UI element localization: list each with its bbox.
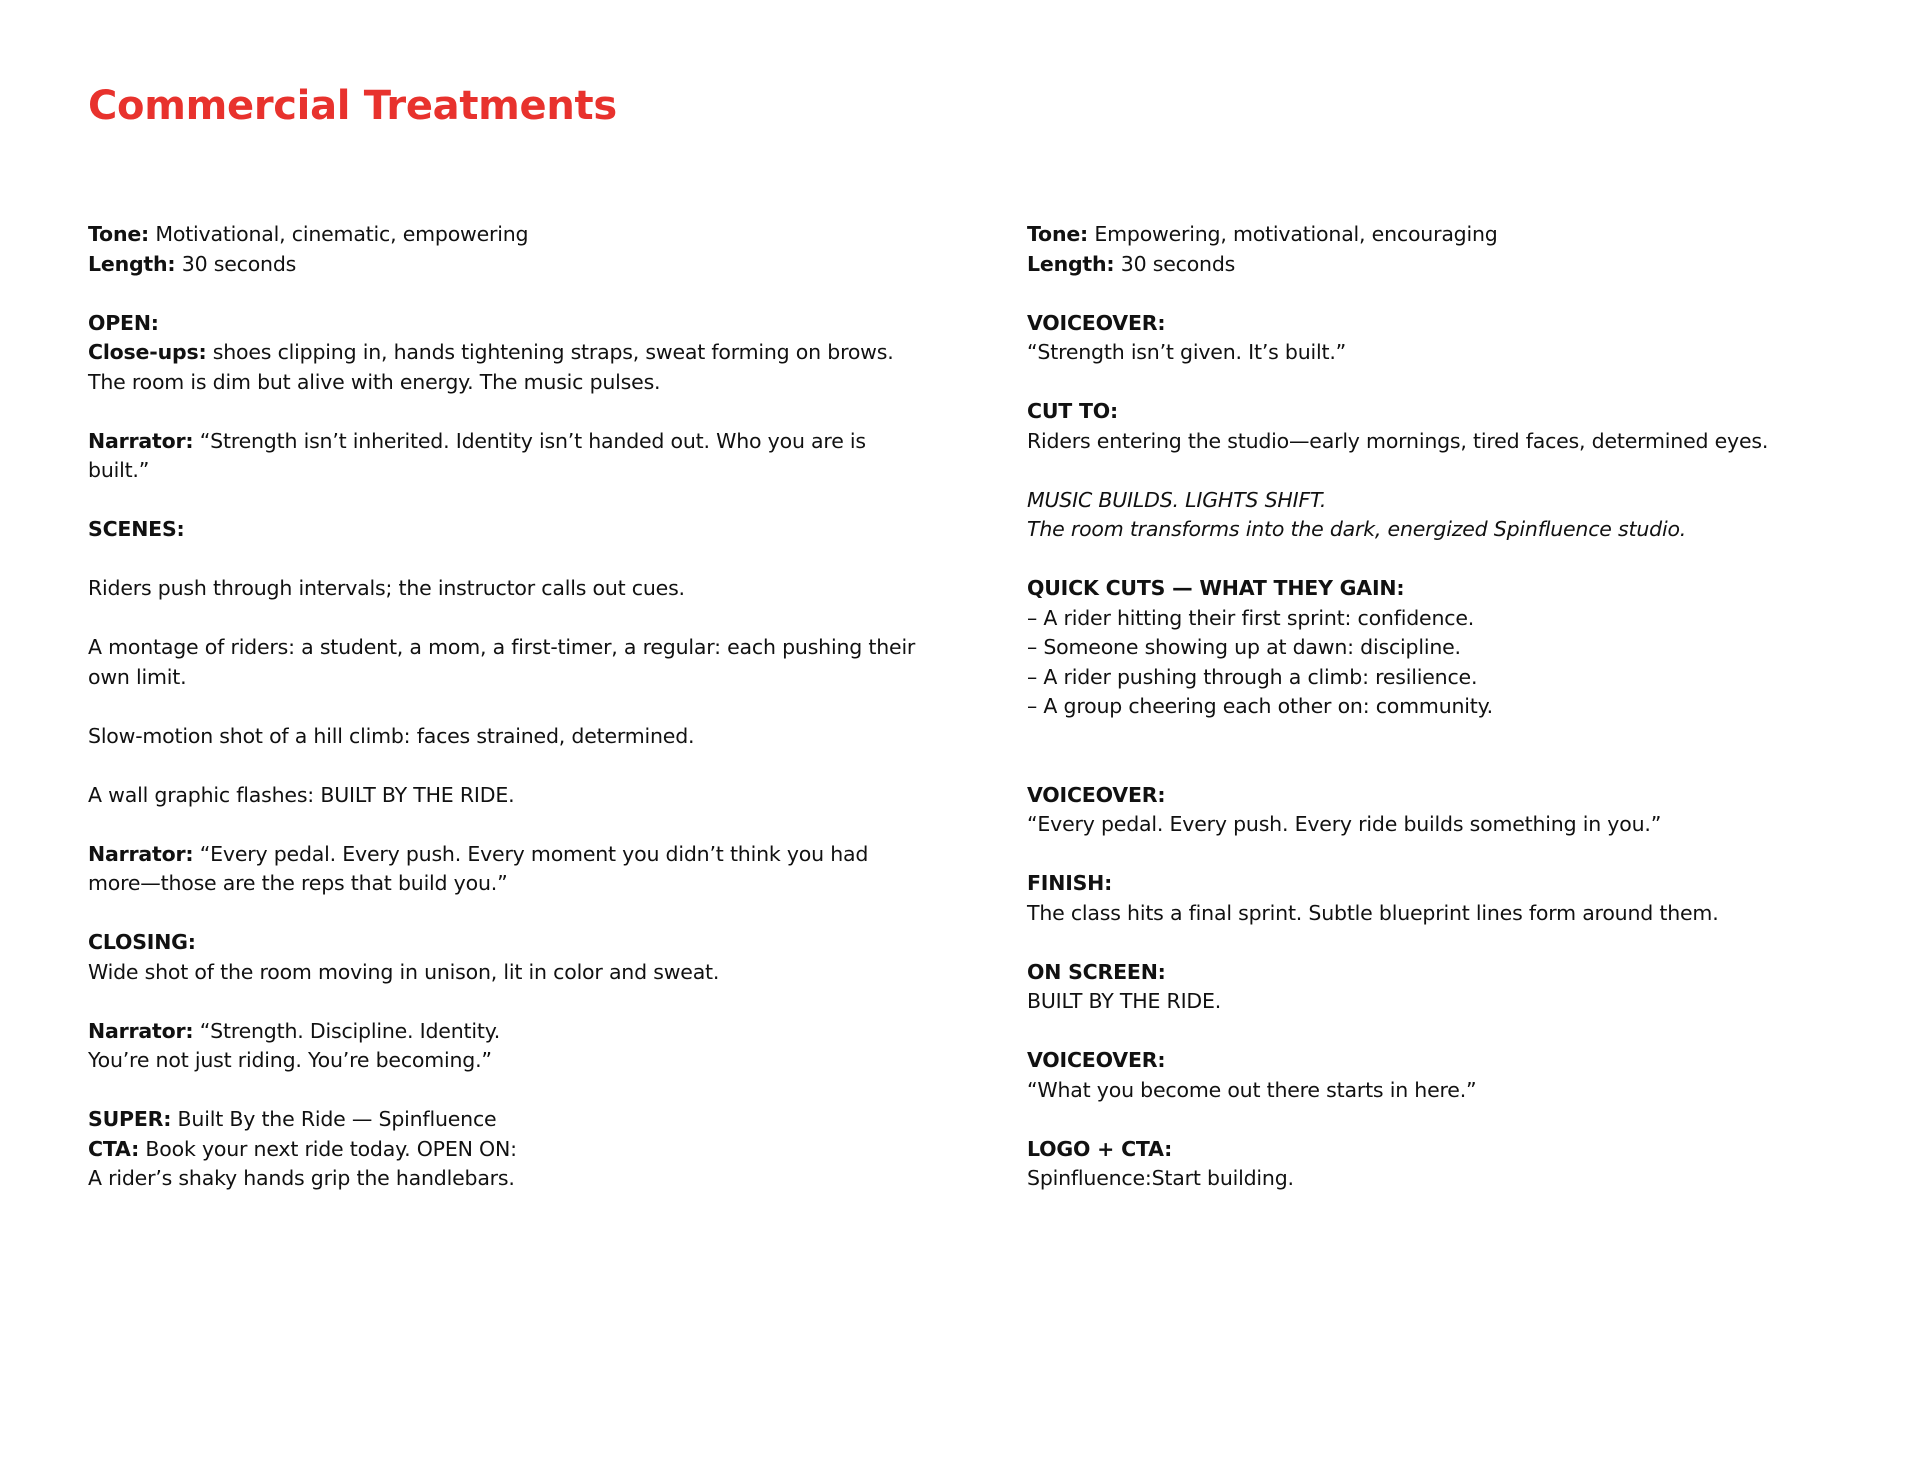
cut-to-text: Riders entering the studio—early mornings, tired faces, determined eyes. xyxy=(1027,428,1769,453)
on-screen-heading: ON SCREEN: xyxy=(1027,959,1166,984)
quick-cut-item: – A rider hitting their first sprint: confidence. xyxy=(1027,605,1475,630)
quick-cut-item: – Someone showing up at dawn: discipline. xyxy=(1027,635,1461,659)
scene-paragraph: A montage of riders: a student, a mom, a first-timer, a regular: each pushing their own limit. xyxy=(88,635,916,689)
scene-paragraph: Slow-motion shot of a hill climb: faces strained, determined. xyxy=(88,723,695,748)
closing-heading: CLOSING: xyxy=(88,930,196,954)
narrator-line-3-cont: You’re not just riding. You’re becoming.” xyxy=(88,1048,492,1072)
page-title: Commercial Treatments xyxy=(88,83,617,129)
voiceover-heading: VOICEOVER: xyxy=(1027,310,1166,335)
open-heading: OPEN: xyxy=(88,310,159,335)
voiceover-text: “What you become out there starts in here.” xyxy=(1027,1077,1477,1102)
super-text: Built By the Ride — Spinfluence xyxy=(171,1107,497,1131)
narrator-text: “Every pedal. Every push. Every moment you didn’t think you had more—those are the reps that build you.” xyxy=(88,841,869,895)
narrator-label: Narrator: xyxy=(88,841,194,866)
closing-text: Wide shot of the room moving in unison, lit in color and sweat. xyxy=(88,959,720,984)
closeups-text: shoes clipping in, hands tightening straps, sweat forming on brows. The room is dim but alive with energy. The music pulses. xyxy=(88,340,894,394)
music-cue: MUSIC BUILDS. LIGHTS SHIFT. xyxy=(1027,487,1327,512)
cut-to-heading: CUT TO: xyxy=(1027,399,1119,423)
length-line xyxy=(88,250,918,280)
cta-text: Book your next ride today. OPEN ON: xyxy=(139,1136,517,1161)
finish-text: The class hits a final sprint. Subtle blueprint lines form around them. xyxy=(1027,900,1719,925)
quick-cut-item: – A rider pushing through a climb: resilience. xyxy=(1027,664,1478,689)
super-label: SUPER: xyxy=(88,1107,172,1131)
quick-cuts-heading: QUICK CUTS — WHAT THEY GAIN: xyxy=(1027,576,1405,600)
tone-line xyxy=(88,220,918,250)
tone-label: Tone: xyxy=(88,222,150,246)
narrator-label: Narrator: xyxy=(88,1018,194,1043)
cta-line xyxy=(88,1135,918,1165)
cta-line-cont: A rider’s shaky hands grip the handlebars. xyxy=(88,1166,515,1190)
length-value: 30 seconds xyxy=(175,251,297,276)
tone-line xyxy=(1027,220,1867,250)
voiceover-heading: VOICEOVER: xyxy=(1027,1048,1166,1072)
room-cue: The room transforms into the dark, energized Spinfluence studio. xyxy=(1027,517,1687,541)
narrator-text: “Strength isn’t inherited. Identity isn’t handed out. Who you are is built.” xyxy=(88,428,866,482)
finish-heading: FINISH: xyxy=(1027,871,1113,895)
narrator-line-2 xyxy=(88,840,918,899)
length-value: 30 seconds xyxy=(1114,251,1236,276)
voiceover-text: “Every pedal. Every push. Every ride builds something in you.” xyxy=(1027,812,1662,836)
voiceover-heading: VOICEOVER: xyxy=(1027,782,1166,807)
treatment-right-column xyxy=(1027,220,1867,1194)
super-line xyxy=(88,1105,918,1135)
scenes-heading: SCENES: xyxy=(88,517,185,541)
length-label: Length: xyxy=(88,251,176,276)
scene-paragraph: A wall graphic flashes: BUILT BY THE RIDE. xyxy=(88,782,515,807)
cta-label: CTA: xyxy=(88,1136,140,1161)
narrator-line-3 xyxy=(88,1017,918,1047)
closeups-paragraph xyxy=(88,338,918,397)
length-line xyxy=(1027,250,1867,280)
tone-label: Tone: xyxy=(1027,222,1089,246)
logo-cta-text: Spinfluence:Start building. xyxy=(1027,1166,1294,1190)
tone-value: Empowering, motivational, encouraging xyxy=(1088,222,1498,246)
logo-cta-heading: LOGO + CTA: xyxy=(1027,1136,1173,1161)
on-screen-text: BUILT BY THE RIDE. xyxy=(1027,989,1222,1013)
narrator-line-1 xyxy=(88,427,918,486)
voiceover-text: “Strength isn’t given. It’s built.” xyxy=(1027,340,1347,364)
narrator-label: Narrator: xyxy=(88,428,194,453)
tone-value: Motivational, cinematic, empowering xyxy=(149,222,529,246)
length-label: Length: xyxy=(1027,251,1115,276)
treatment-left-column xyxy=(88,220,918,1194)
scene-paragraph: Riders push through intervals; the instructor calls out cues. xyxy=(88,576,685,600)
quick-cut-item: – A group cheering each other on: community. xyxy=(1027,694,1493,718)
closeups-label: Close-ups: xyxy=(88,340,207,364)
narrator-text: “Strength. Discipline. Identity. xyxy=(193,1018,501,1043)
